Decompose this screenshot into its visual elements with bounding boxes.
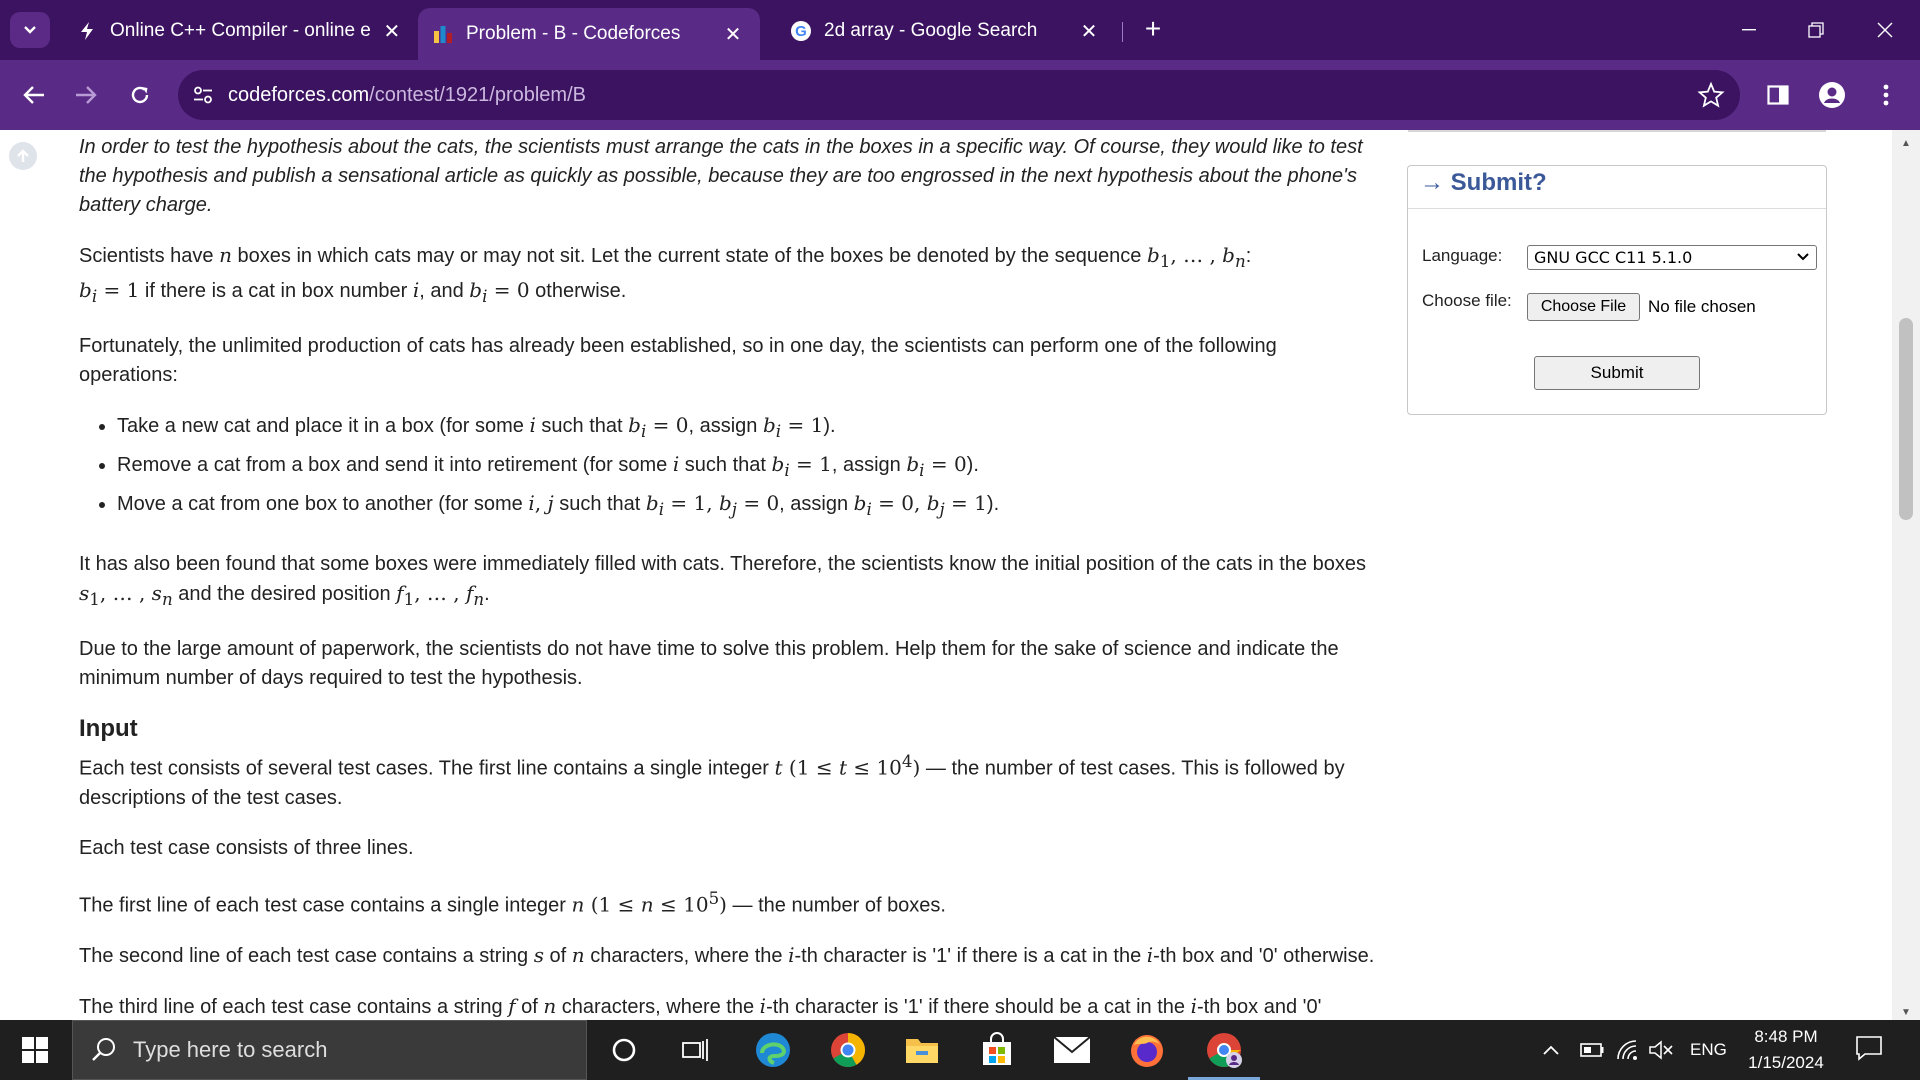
chrome-icon (829, 1031, 867, 1069)
volume-muted-icon (1648, 1039, 1674, 1061)
browser-toolbar (0, 60, 1920, 130)
url-host: codeforces.com (228, 83, 370, 106)
file-label: Choose file: (1422, 291, 1512, 310)
sidebar-divider (1408, 130, 1826, 132)
firefox-icon (1128, 1031, 1166, 1069)
chevron-down-icon (23, 25, 37, 35)
chrome-button[interactable] (811, 1020, 885, 1080)
more-vertical-icon (1883, 84, 1889, 106)
tab-title: Problem - B - Codeforces (466, 23, 681, 44)
second-line-paragraph: The second line of each test case contains a string s of n characters, where the i-th character is '1' if there is a cat in the i-th box and '0' otherwise. (79, 943, 1375, 968)
bolt-icon (76, 20, 98, 42)
close-icon[interactable]: ✕ (1080, 20, 1098, 43)
battery-button[interactable] (1580, 1020, 1604, 1080)
tab-online-compiler[interactable] (62, 8, 402, 54)
language-value: GNU GCC C11 5.1.0 (1534, 248, 1693, 267)
minimize-icon (1742, 29, 1756, 31)
browser-menu-button[interactable] (1864, 73, 1908, 117)
page-viewport (0, 130, 1920, 1020)
codeforces-icon (432, 23, 454, 45)
forward-button[interactable] (64, 73, 108, 117)
submit-panel-title: → Submit? (1408, 166, 1826, 209)
reload-icon (129, 84, 151, 106)
boxes-paragraph: Scientists have n boxes in which cats may or may not sit. Let the current state of the boxes be denoted by the sequence $b_1$, … , $b_n$: $b_i = 1$ if there is a cat in box number i, and $b_i = 0$ otherwise. (79, 243, 1252, 306)
mail-icon (1053, 1036, 1091, 1064)
arrow-right-icon (75, 85, 97, 105)
address-bar[interactable] (178, 70, 1740, 120)
tab-google-search[interactable] (776, 8, 1116, 54)
clock-time: 8:48 PM (1754, 1027, 1818, 1046)
problem-statement (79, 130, 1379, 1072)
scroll-down-icon[interactable]: ▼ (1901, 1007, 1911, 1018)
battery-icon (1580, 1043, 1604, 1057)
back-button[interactable] (12, 73, 56, 117)
url-path: /contest/1921/problem/B (369, 83, 586, 106)
new-tab-button[interactable]: + (1144, 13, 1162, 44)
store-icon (980, 1033, 1014, 1067)
profile-button[interactable] (1810, 73, 1854, 117)
tab-strip (0, 0, 1920, 60)
scroll-top-button[interactable] (9, 142, 37, 170)
site-settings-icon[interactable] (178, 86, 228, 104)
search-placeholder: Type here to search (133, 1037, 328, 1062)
clock-date: 1/15/2024 (1748, 1053, 1824, 1072)
submit-panel (1407, 165, 1827, 415)
initial-position-paragraph: It has also been found that some boxes were immediately filled with cats. Therefore, the scientists know the initial position of the cats in the boxes $s_1$, … , $s_n$ and the desired position $f_1$, … , $f_n$. (79, 553, 1366, 609)
restore-button[interactable] (1793, 10, 1839, 50)
firefox-button[interactable] (1110, 1020, 1184, 1080)
windows-taskbar (0, 1020, 1920, 1080)
start-button[interactable] (0, 1020, 70, 1080)
wifi-icon (1616, 1039, 1640, 1061)
arrow-up-icon (15, 148, 31, 164)
input-language[interactable]: ENG (1690, 1040, 1727, 1059)
side-panel-icon (1767, 85, 1789, 105)
cortana-button[interactable] (587, 1020, 661, 1080)
wifi-button[interactable] (1616, 1020, 1640, 1080)
close-icon (1877, 22, 1893, 38)
mail-button[interactable] (1035, 1020, 1109, 1080)
volume-button[interactable] (1648, 1020, 1674, 1080)
tab-separator (1122, 22, 1123, 42)
list-item: • Take a new cat and place it in a box (for some i such that $b_i = 0$, assign $b_i = 1$). (117, 409, 1379, 448)
store-button[interactable] (960, 1020, 1034, 1080)
operations-intro: Fortunately, the unlimited production of cats has already been established, so in one day, the scientists can perform one of the following operations: (79, 335, 1277, 386)
tab-search-button[interactable] (10, 12, 50, 48)
edge-icon (754, 1031, 792, 1069)
close-window-button[interactable] (1862, 10, 1908, 50)
side-panel-button[interactable] (1756, 73, 1800, 117)
avatar-icon (1818, 81, 1846, 109)
scroll-up-icon[interactable]: ▲ (1901, 138, 1911, 149)
url-text (228, 84, 586, 107)
restore-icon (1808, 22, 1824, 38)
language-label: Language: (1422, 246, 1503, 265)
operations-list (117, 409, 1379, 526)
scrollbar-thumb[interactable] (1899, 318, 1913, 520)
edge-button[interactable] (736, 1020, 810, 1080)
close-icon[interactable]: ✕ (724, 23, 742, 46)
cortana-icon (611, 1037, 637, 1063)
tab-title: 2d array - Google Search (824, 20, 1038, 41)
page-scrollbar[interactable] (1892, 130, 1920, 1020)
file-explorer-button[interactable] (885, 1020, 959, 1080)
submit-button[interactable]: Submit (1534, 356, 1700, 390)
three-lines-paragraph: Each test case consists of three lines. (79, 836, 414, 859)
first-line-paragraph: The first line of each test case contains a single integer n $(1 \le n \le 10^5)$ — the number of boxes. (79, 888, 946, 917)
close-icon[interactable]: ✕ (383, 20, 401, 43)
windows-logo-icon (22, 1037, 48, 1063)
arrow-right-icon: → (1420, 169, 1451, 196)
chevron-up-icon (1542, 1044, 1560, 1056)
legend-intro: In order to test the hypothesis about the cats, the scientists must arrange the cats in the boxes in a specific way. Of course, they would like to test the hypothesis and publish a sensational article as quickly as possible, because they are too engrossed in the next hypothesis about the phone's battery charge. (79, 136, 1363, 216)
third-line-paragraph: The third line of each test case contains a string f of n characters, where the i-th character is '1' if there should be a cat in the i-th box and '0' (79, 994, 1322, 1019)
list-item: • Move a cat from one box to another (for some i, j such that $b_i = 1$, $b_j = 0$, assign $b_i = 0$, $b_j = 1$). (117, 487, 1379, 526)
task-view-button[interactable] (658, 1020, 732, 1080)
minimize-button[interactable] (1726, 10, 1772, 50)
input-paragraph: Each test consists of several test cases. The first line contains a single integer t $(1 \le t \le 10^4)$ — the number of test cases. This is followed by descriptions of the test cases. (79, 752, 1345, 809)
chrome-profile-button[interactable] (1187, 1020, 1261, 1080)
chrome-icon (1205, 1031, 1243, 1069)
search-icon (91, 1037, 117, 1063)
tab-codeforces-problem[interactable] (418, 8, 760, 60)
notification-center-button[interactable] (1855, 1034, 1885, 1064)
show-hidden-icons-button[interactable] (1542, 1020, 1560, 1080)
list-item: • Remove a cat from a box and send it into retirement (for some i such that $b_i = 1$, assign $b_i = 0$). (117, 448, 1379, 487)
task-view-icon (681, 1037, 709, 1063)
notification-icon (1855, 1034, 1883, 1062)
arrow-left-icon (23, 85, 45, 105)
reload-button[interactable] (118, 73, 162, 117)
language-select[interactable] (1527, 245, 1817, 270)
svg-text:G: G (795, 23, 807, 40)
choose-file-button[interactable]: Choose File (1527, 293, 1640, 321)
file-status: No file chosen (1648, 297, 1756, 316)
google-icon (790, 20, 812, 42)
taskbar-clock[interactable] (1734, 1024, 1838, 1076)
chevron-down-icon (1796, 249, 1810, 265)
tab-title: Online C++ Compiler - online e (110, 20, 371, 41)
taskbar-search-box[interactable] (72, 1020, 587, 1080)
bookmark-star-icon[interactable] (1698, 82, 1724, 113)
folder-icon (904, 1035, 940, 1065)
paperwork-paragraph: Due to the large amount of paperwork, the scientists do not have time to solve this problem. Help them for the sake of science and indicate the minimum number of days required to test the hypothesis. (79, 638, 1339, 689)
input-section-title: Input (79, 715, 138, 742)
